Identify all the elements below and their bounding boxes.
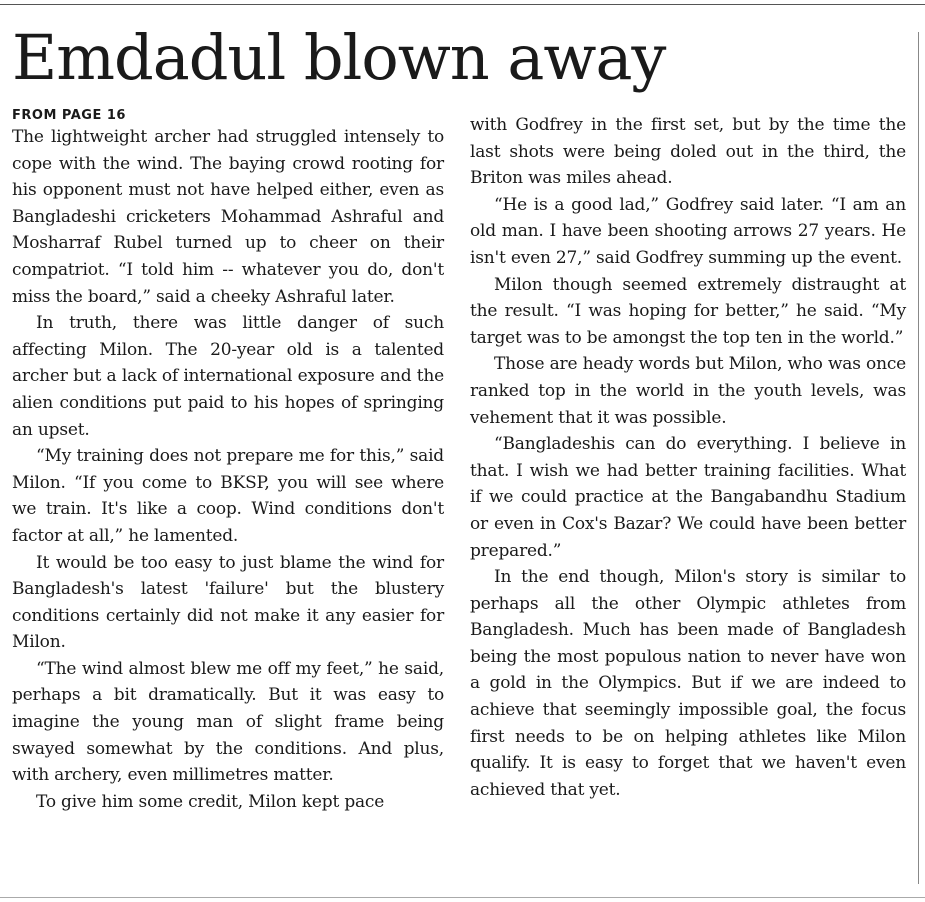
paragraph: It would be too easy to just blame the wind for Bangladesh's latest 'failure' but the blustery conditions certainly did not make it any easier for Milon. (12, 552, 444, 653)
paragraph: Those are heady words but Milon, who was once ranked top in the world in the youth levels, was vehement that it was possible. (470, 354, 906, 428)
paragraph: In truth, there was little danger of such affecting Milon. The 20-year old is a talented archer but a lack of international exposure and the alien conditions put paid to his hopes of springing an upset. (12, 313, 444, 440)
top-rule (0, 4, 925, 5)
bottom-rule (0, 897, 925, 898)
paragraph: “My training does not prepare me for this,” said Milon. “If you come to BKSP, you will see where we train. It's like a coop. Wind conditions don't factor at all,” he lamented. (12, 446, 444, 546)
paragraph: In the end though, Milon's story is similar to perhaps all the other Olympic athletes from Bangladesh. Much has been made of Bangladesh being the most populous nation to never have won a gold in the Olympics. But if we are indeed to achieve that seemingly impossible goal, the focus first needs to be on helping athletes like Milon qualify. It is easy to forget that we haven't even achieved that yet. (470, 567, 906, 800)
paragraph: Milon though seemed extremely distraught at the result. “I was hoping for better,” he said. “My target was to be amongst the top ten in the world.” (470, 274, 906, 348)
kicker: FROM PAGE 16 (12, 108, 126, 123)
paragraph: To give him some credit, Milon kept pace (36, 791, 385, 812)
paragraph: The lightweight archer had struggled intensely to cope with the wind. The baying crowd rooting for his opponent must not have helped either, even as Bangladeshi cricketers Mohammad Ashraful and Mosharraf Rubel turned up to cheer on their compatriot. “I told him -- whatever you do, don't miss the board,” said a cheeky Ashraful later. (12, 127, 444, 307)
right-column (470, 112, 906, 803)
left-column (12, 108, 444, 815)
paragraph: “The wind almost blew me off my feet,” he said, perhaps a bit dramatically. But it was easy to imagine the young man of slight frame being swayed somewhat by the conditions. And plus, with archery, even millimetres matter. (12, 658, 444, 786)
paragraph: “He is a good lad,” Godfrey said later. “I am an old man. I have been shooting arrows 27 years. He isn't even 27,” said Godfrey summing up the event. (470, 194, 906, 268)
right-rule (918, 32, 919, 884)
paragraph: with Godfrey in the first set, but by the time the last shots were being doled out in the third, the Briton was miles ahead. (470, 115, 906, 189)
paragraph: “Bangladeshis can do everything. I believe in that. I wish we had better training facilities. What if we could practice at the Bangabandhu Stadium or even in Cox's Bazar? We could have been better prepared.” (470, 434, 906, 561)
headline: Emdadul blown away (12, 21, 666, 94)
